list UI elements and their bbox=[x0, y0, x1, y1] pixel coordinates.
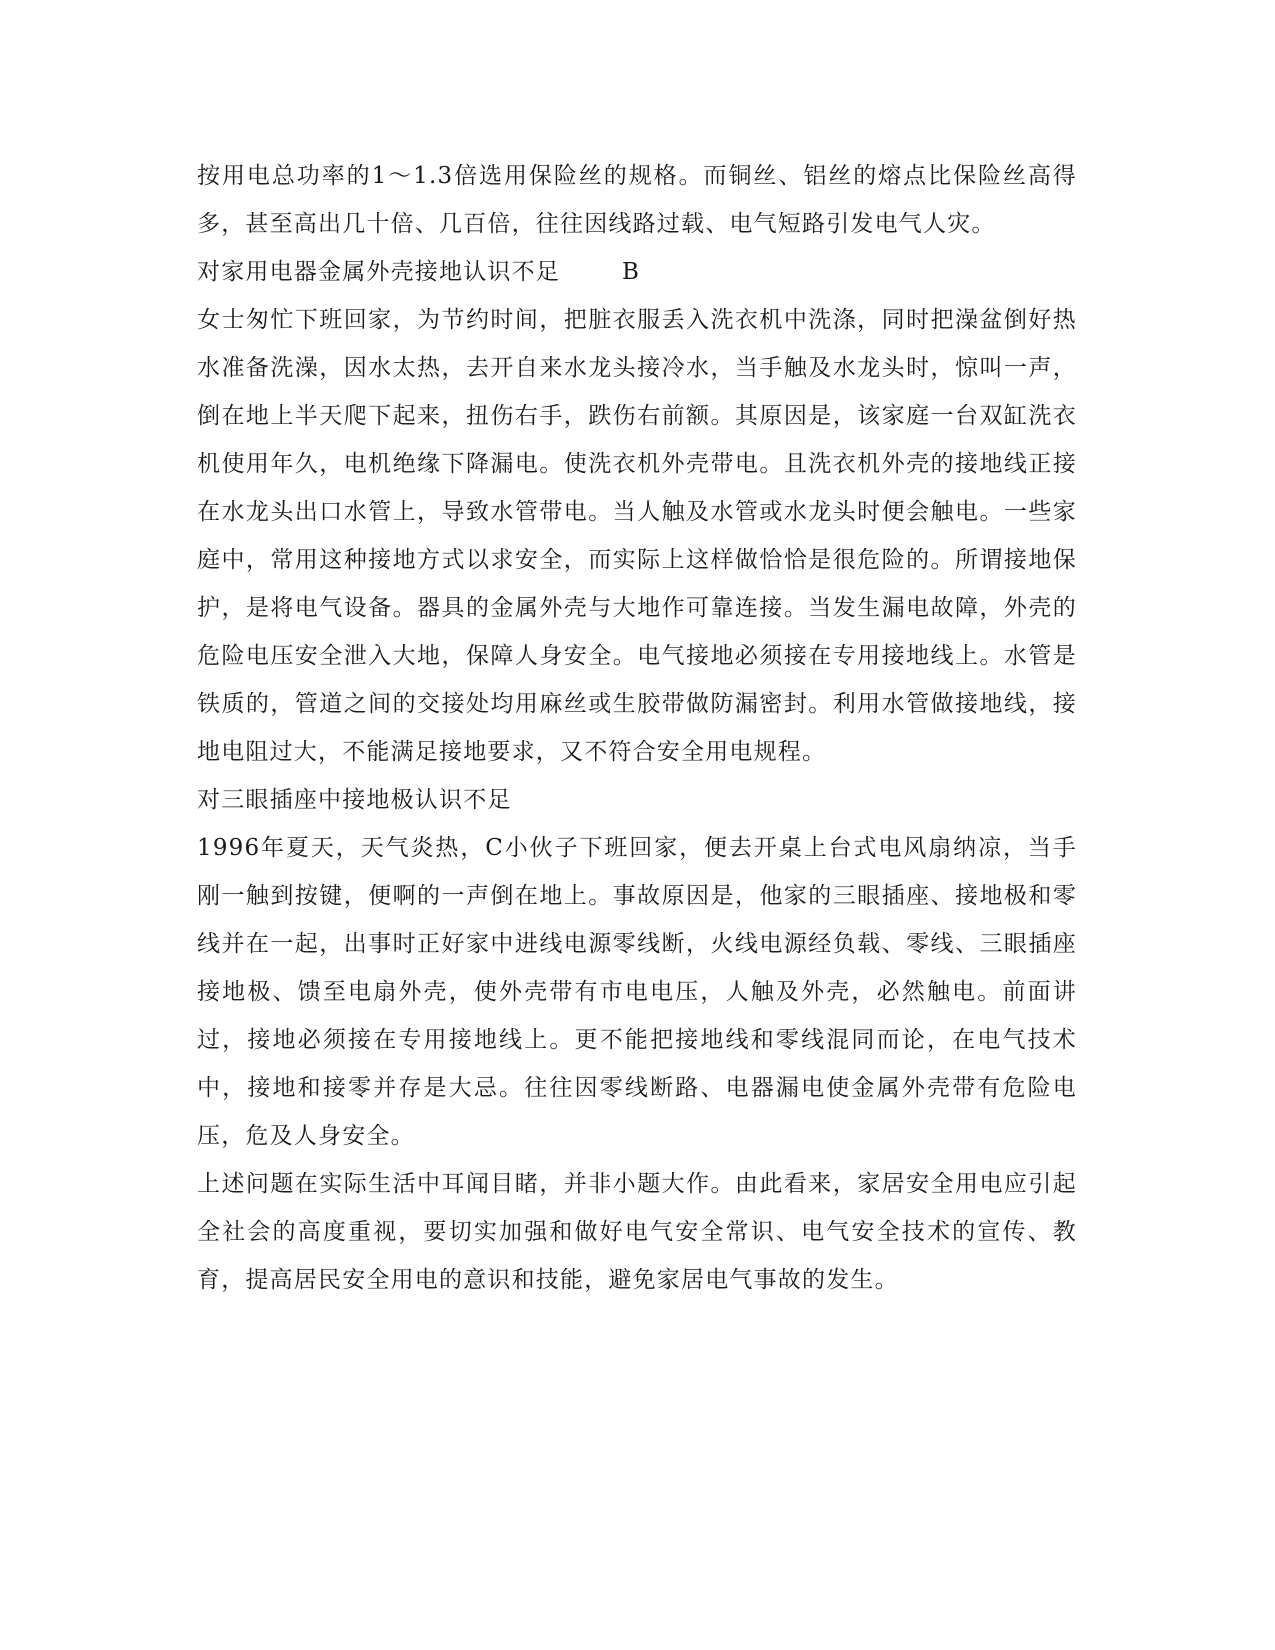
section-heading-grounding bbox=[197, 248, 1077, 296]
section-heading-three-pin-socket: 对三眼插座中接地极认识不足 bbox=[197, 787, 512, 813]
paragraph-fan-case: 1996年夏天，天气炎热，C小伙子下班回家，便去开桌上台式电风扇纳凉，当手刚一触到按键，便啊的一声倒在地上。事故原因是，他家的三眼插座、接地极和零线并在一起，出事时正好家中进线电源零线断，火线电源经负载、零线、三眼插座接地极、馈至电扇外壳，使外壳带有市电电压，人触及外壳，必然触电。前面讲过，接地必须接在专用接地线上。更不能把接地线和零线混同而论，在电气技术中，接地和接零并存是大忌。往往因零线断路、电器漏电使金属外壳带有危险电压，危及人身安全。 bbox=[197, 835, 1077, 1149]
paragraph-conclusion: 上述问题在实际生活中耳闻目睹，并非小题大作。由此看来，家居安全用电应引起全社会的高度重视，要切实加强和做好电气安全常识、电气安全技术的宣传、教育，提高居民安全用电的意识和技能，避免家居电气事故的发生。 bbox=[197, 1171, 1077, 1293]
document-page bbox=[197, 152, 1077, 1304]
paragraph-fuse-continuation: 按用电总功率的1～1.3倍选用保险丝的规格。而铜丝、铝丝的熔点比保险丝高得多，甚至高出几十倍、几百倍，往往因线路过载、电气短路引发电气人灾。 bbox=[197, 163, 1077, 237]
section-heading-grounding-text: 对家用电器金属外壳接地认识不足 bbox=[197, 259, 560, 285]
section-marker: B bbox=[622, 259, 641, 285]
paragraph-washing-machine-case: 女士匆忙下班回家，为节约时间，把脏衣服丢入洗衣机中洗涤，同时把澡盆倒好热水准备洗澡，因水太热，去开自来水龙头接冷水，当手触及水龙头时，惊叫一声，倒在地上半天爬下起来，扭伤右手，跌伤右前额。其原因是，该家庭一台双缸洗衣机使用年久，电机绝缘下降漏电。使洗衣机外壳带电。且洗衣机外壳的接地线正接在水龙头出口水管上，导致水管带电。当人触及水管或水龙头时便会触电。一些家庭中，常用这种接地方式以求安全，而实际上这样做恰恰是很危险的。所谓接地保护，是将电气设备。器具的金属外壳与大地作可靠连接。当发生漏电故障，外壳的危险电压安全泄入大地，保障人身安全。电气接地必须接在专用接地线上。水管是铁质的，管道之间的交接处均用麻丝或生胶带做防漏密封。利用水管做接地线，接地电阻过大，不能满足接地要求，又不符合安全用电规程。 bbox=[197, 307, 1077, 765]
